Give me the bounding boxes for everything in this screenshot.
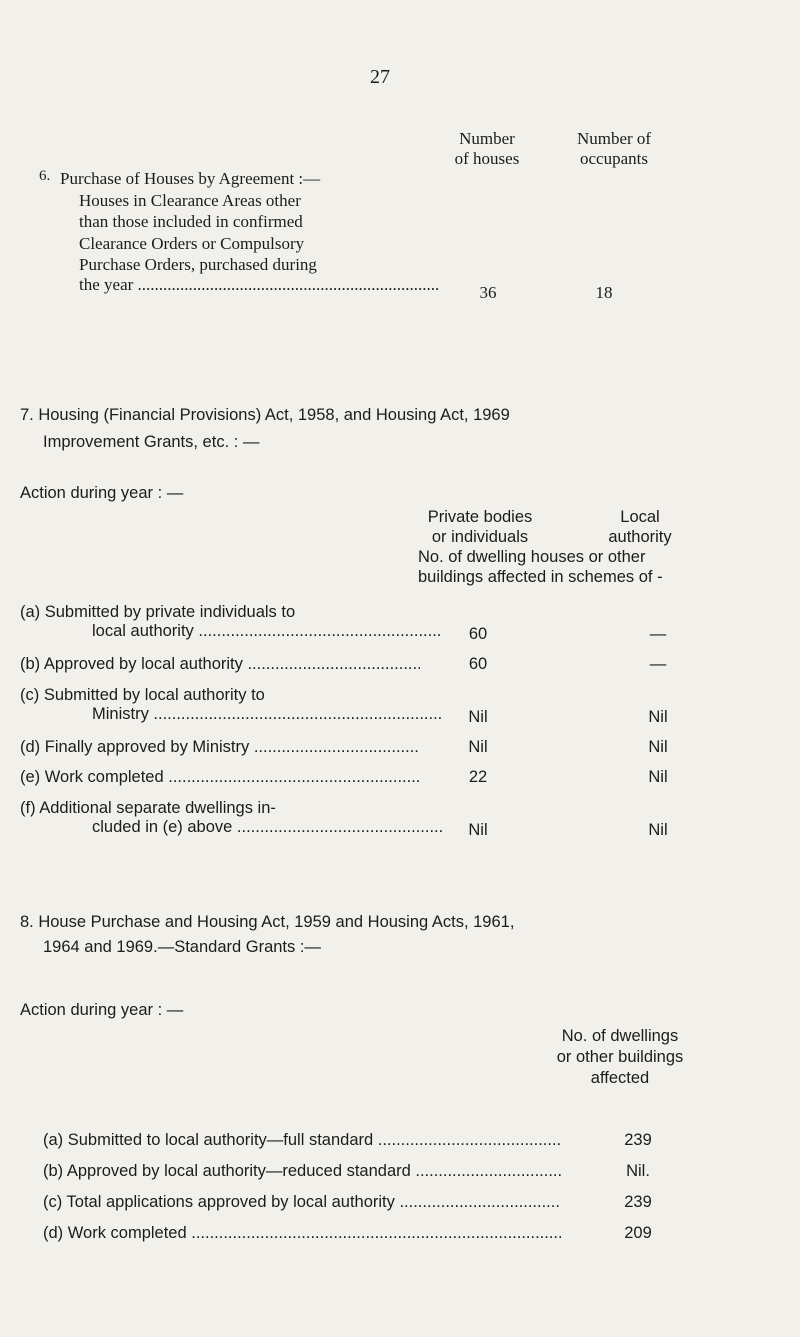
section-7-heading: 7. Housing (Financial Provisions) Act, 1958, and Housing Act, 1969	[20, 406, 510, 424]
table-row: (b) Approved by local authority .....	[20, 655, 420, 674]
table-row: (d) Finally approved by Ministry .....	[20, 738, 420, 757]
local-value: Nil	[648, 768, 668, 786]
col-header-local: Local authority	[608, 508, 672, 546]
private-value: Nil	[468, 738, 488, 756]
table-row: (e) Work completed .....	[20, 768, 420, 787]
section-6-houses: 36	[479, 283, 497, 302]
section-6-occupants: 18	[595, 283, 613, 302]
dwellings-value: 209	[624, 1224, 652, 1242]
dwellings-value: Nil.	[626, 1162, 650, 1180]
local-value: Nil	[648, 821, 668, 839]
local-value: Nil	[648, 708, 668, 726]
section-8-heading-2: 1964 and 1969.—Standard Grants :—	[43, 938, 321, 956]
page-number: 27	[370, 66, 390, 88]
section-6-text: Purchase of Houses by Agreement :— Houses in Clearance Areas other than those included in confirmed Clearance Orders or Compulsory Purchase Orders, purchased during	[60, 169, 321, 274]
table-row: (f) Additional separate dwellings in- cluded in (e) above .....	[20, 799, 442, 837]
section-6-title: Purchase of Houses by Agreement :—	[60, 169, 321, 188]
col-header-dwellings: No. of dwellings or other buildings affected	[556, 1027, 684, 1087]
section-7-action-label: Action during year : —	[20, 484, 184, 502]
table-row: (c) Total applications approved by local authority .....	[43, 1193, 561, 1212]
section-8-action-label: Action during year : —	[20, 1001, 184, 1019]
local-value: —	[649, 625, 667, 643]
col-header-occupants: Number of occupants	[576, 129, 652, 168]
table-row: (a) Submitted to local authority—full standard .....	[43, 1131, 561, 1150]
table-row: (d) Work completed .....	[43, 1224, 561, 1243]
col-header-private: Private bodies or individuals	[427, 508, 533, 546]
dwellings-value: 239	[624, 1193, 652, 1211]
col-header-houses: Number of houses	[454, 129, 520, 168]
local-value: —	[649, 655, 667, 673]
table-row: (b) Approved by local authority—reduced standard .....	[43, 1162, 561, 1181]
private-value: Nil	[468, 708, 488, 726]
private-value: 60	[468, 625, 488, 643]
local-value: Nil	[648, 738, 668, 756]
table-row: (a) Submitted by private individuals to local authority .....	[20, 603, 442, 641]
private-value: Nil	[468, 821, 488, 839]
dwellings-value: 239	[624, 1131, 652, 1149]
table-row: (c) Submitted by local authority to Ministry .....	[20, 686, 442, 724]
private-value: 22	[468, 768, 488, 786]
section-7-heading-2: Improvement Grants, etc. : —	[43, 433, 260, 451]
private-value: 60	[468, 655, 488, 673]
section-6-last-row: the year .....	[79, 275, 439, 295]
col-header-span: No. of dwelling houses or other buildings affected in schemes of -	[418, 548, 663, 586]
section-6-number: 6.	[39, 168, 51, 184]
section-8-heading: 8. House Purchase and Housing Act, 1959 and Housing Acts, 1961,	[20, 913, 515, 931]
